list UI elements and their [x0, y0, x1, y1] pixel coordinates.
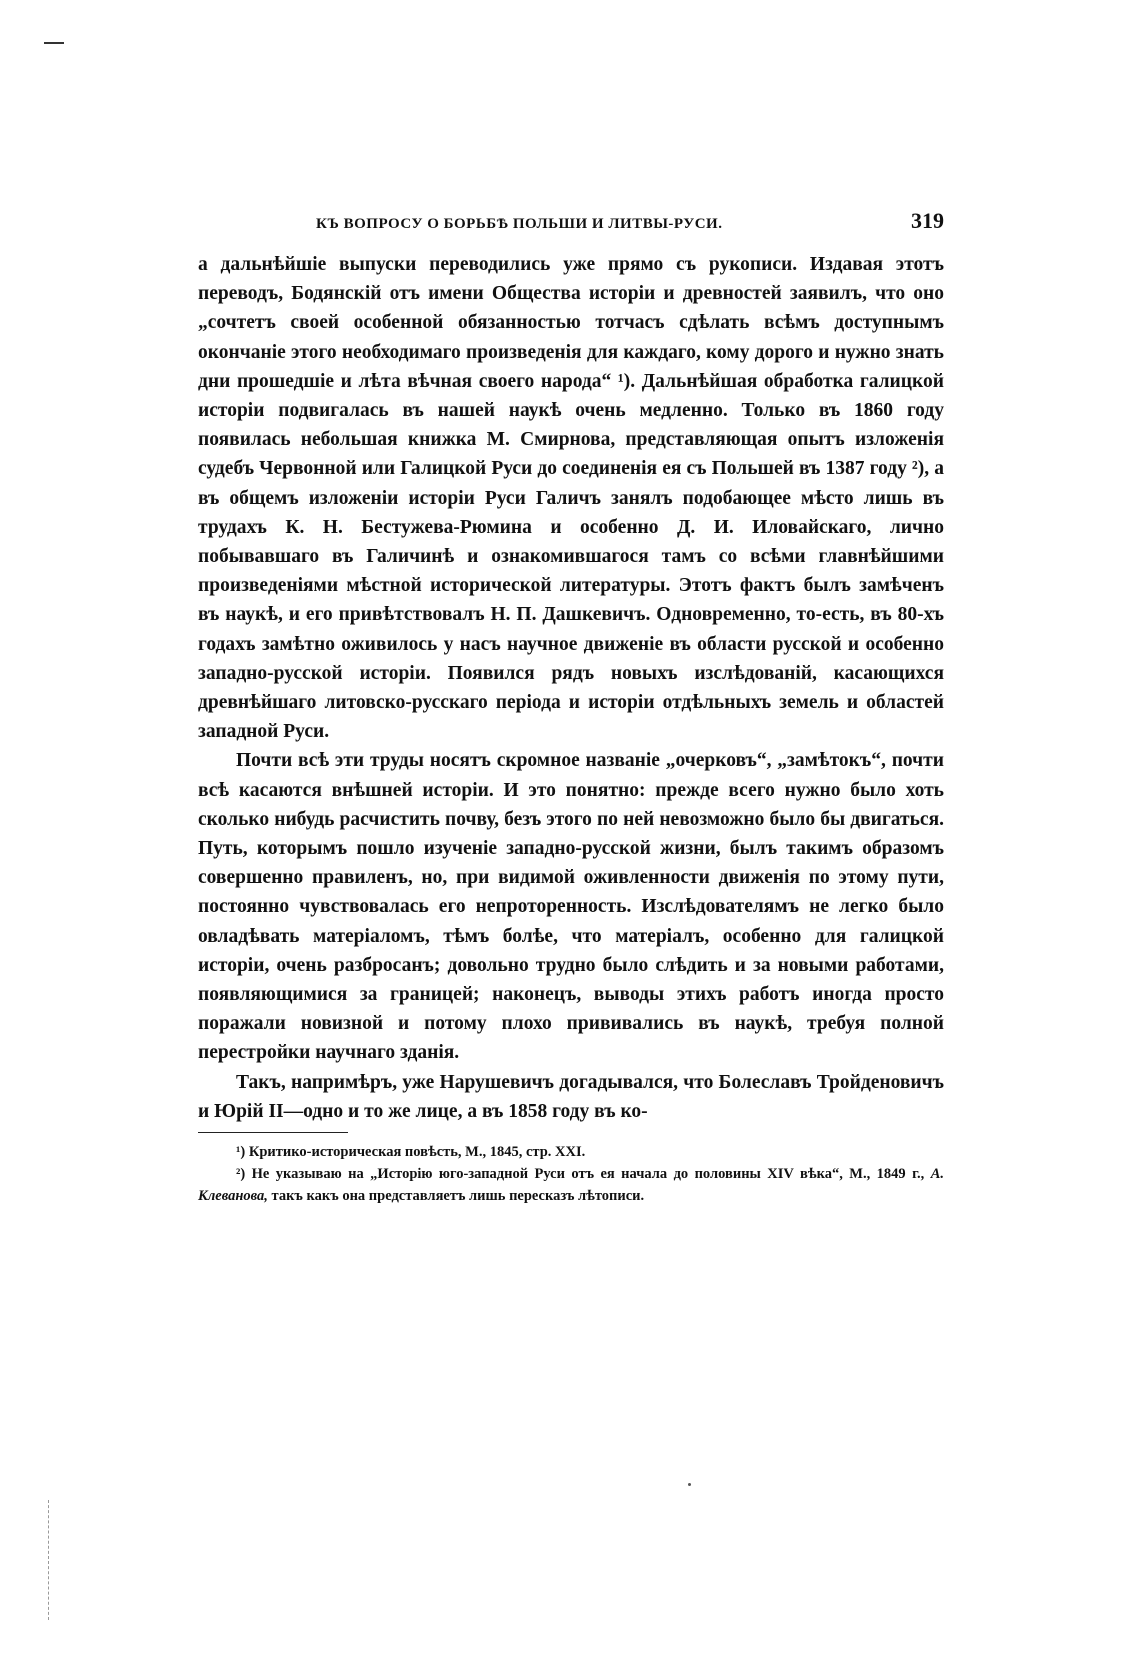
footnote-1 [198, 1141, 944, 1163]
footnote-text: Критико-историческая повѣсть, М., 1845, стр. XXI. [248, 1144, 586, 1161]
running-head [316, 208, 944, 234]
footnote-marker: ²) [236, 1166, 246, 1183]
scan-edge-mark [48, 1500, 51, 1620]
footnote-divider [198, 1132, 348, 1133]
running-title: КЪ ВОПРОСУ О БОРЬБѢ ПОЛЬШИ И ЛИТВЫ-РУСИ. [316, 216, 723, 232]
footnote-author: А. Клеванова, [198, 1166, 945, 1205]
scan-speck [688, 1483, 691, 1486]
footnote-text: Не указываю на „Исторію юго-западной Руси отъ ея начала до половины XIV вѣка“, М., 1849 г., [251, 1166, 925, 1183]
paragraph: а дальнѣйшіе выпуски переводились уже прямо съ рукописи. Издавая этотъ переводъ, Бодянскій отъ имени Общества исторіи и древностей заявилъ, что оно „сочтетъ своей особенной обязанностью тотчасъ сдѣлать всѣмъ доступнымъ окончаніе этого необходимаго произведенія для каждаго, кому дорого и нужно знать дни прошедшіе и лѣта вѣчная своего народа“ ¹). Дальнѣйшая обработка галицкой исторіи подвигалась въ нашей наукѣ очень медленно. Только въ 1860 году появилась небольшая книжка М. Смирнова, представляющая опытъ изложенія судебъ Червонной или Галицкой Руси до соединенія ея съ Польшей въ 1387 году ²), а въ общемъ изложеніи исторіи Руси Галичъ занялъ подобающее мѣсто лишь въ трудахъ К. Н. Бестужева-Рюмина и особенно Д. И. Иловайскаго, лично побывавшаго въ Галичинѣ и ознакомившагося тамъ со всѣми главнѣйшими произведеніями мѣстной исторической литературы. Этотъ фактъ былъ замѣченъ въ наукѣ, и его привѣтствовалъ Н. П. Дашкевичъ. Одновременно, то-есть, въ 80-хъ годахъ замѣтно оживилось у насъ научное движеніе въ области русской и особенно западно-русской исторіи. Появился рядъ новыхъ изслѣдованій, касающихся древнѣйшаго литовско-русскаго періода и исторіи отдѣльныхъ земель и областей западной Руси. [198, 254, 944, 743]
scan-edge-mark [44, 42, 64, 44]
page-number: 319 [911, 208, 944, 233]
paragraph: Почти всѣ эти труды носятъ скромное названіе „очерковъ“, „замѣтокъ“, почти всѣ касаются внѣшней исторіи. И это понятно: прежде всего нужно было хоть сколько нибудь расчистить почву, безъ этого по ней невозможно было бы двигаться. Путь, которымъ пошло изученіе западно-русской жизни, былъ такимъ образомъ совершенно правиленъ, но, при видимой оживленности движенія по этому пути, постоянно чувствовалась его непроторенность. Изслѣдователямъ не легко было овладѣвать матеріаломъ, тѣмъ болѣе, что матеріалъ, особенно для галицкой исторіи, очень разбросанъ; довольно трудно было слѣдить и за новыми работами, появляющимися за границей; наконецъ, выводы этихъ работъ иногда просто поражали новизной и потому плохо прививались въ наукѣ, требуя полной перестройки научнаго зданія. [198, 750, 944, 1064]
footnote-text: такъ какъ она представляетъ лишь пересказъ лѣтописи. [271, 1188, 645, 1205]
body-text [198, 250, 944, 1126]
footnote-marker: ¹) [236, 1144, 246, 1161]
paragraph: Такъ, напримѣръ, уже Нарушевичъ догадывался, что Болеславъ Тройденовичъ и Юрій II—одно и то же лице, а въ 1858 году въ ко- [198, 1071, 944, 1122]
book-page [198, 208, 944, 1207]
footnotes [198, 1141, 944, 1207]
footnote-2 [198, 1163, 944, 1207]
